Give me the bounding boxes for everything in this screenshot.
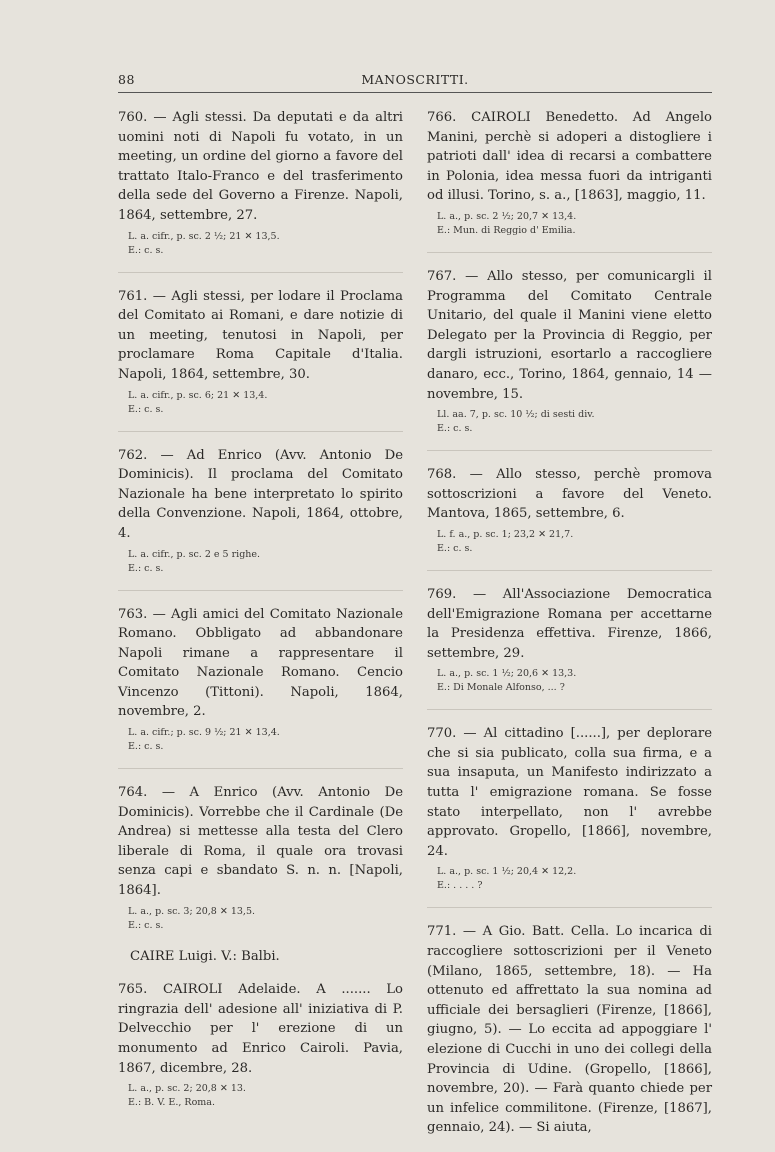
entry-766 — [427, 108, 712, 238]
entry-location: E.: c. s. — [128, 919, 164, 931]
entry-description: L. f. a., p. sc. 1; 23,2 ✕ 21,7. — [437, 528, 574, 540]
entry-location: E.: c. s. — [437, 423, 473, 435]
entry-meta — [118, 230, 403, 258]
entry-location: E.: c. s. — [437, 542, 473, 554]
page-number: 88 — [118, 72, 135, 87]
divider — [118, 590, 403, 591]
entry-meta — [118, 389, 403, 417]
crossref-caire: CAIRE Luigi. V.: Balbi. — [130, 948, 280, 964]
entry-meta — [427, 408, 712, 436]
entry-location: E.: . . . . ? — [437, 880, 483, 892]
entry-text: 760. — Agli stessi. Da deputati e da altri uomini noti di Napoli fu votato, in un meeting, un ordine del giorno a favore del trattato Italo-Franco e del trasferimento della sede del Governo a Firenze. Napoli, 1864, settembre, 27. — [118, 110, 403, 223]
entry-location: E.: c. s. — [128, 403, 164, 415]
entry-location: E.: c. s. — [128, 741, 164, 753]
divider — [118, 431, 403, 432]
divider — [427, 709, 712, 710]
right-column — [427, 108, 712, 1152]
entry-meta — [118, 726, 403, 754]
left-column — [118, 108, 403, 1124]
entry-description: L. a., p. sc. 2 ½; 20,7 ✕ 13,4. — [437, 210, 577, 222]
entry-762 — [118, 446, 403, 576]
entry-text: 761. — Agli stessi, per lodare il Proclama del Comitato ai Romani, e dare notizie di un meeting, tenutosi in Napoli, per proclamare Roma Capitale d'Italia. Napoli, 1864, settembre, 30. — [118, 288, 403, 382]
entry-765 — [118, 980, 403, 1110]
entry-text: 763. — Agli amici del Comitato Nazionale Romano. Obbligato ad abbandonare Napoli rimane a rappresentare il Comitato Nazionale Romano. Cencio Vincenzo (Tittoni). Napoli, 1864, novembre, 2. — [118, 606, 403, 720]
entry-description: L. a. cifr., p. sc. 6; 21 ✕ 13,4. — [128, 389, 268, 401]
entry-768 — [427, 465, 712, 556]
entry-meta — [427, 667, 712, 695]
entry-text: 764. — A Enrico (Avv. Antonio De Dominicis). Vorrebbe che il Cardinale (De Andrea) si mettesse alla testa del Clero liberale di Roma, il quale ora trovasi senza capi e sbandato S. n. n. [Napoli, 1864]. — [118, 785, 403, 899]
entry-description: L. a. cifr., p. sc. 2 e 5 righe. — [128, 548, 261, 560]
entry-meta — [118, 1082, 403, 1110]
entry-description: L. a. cifr., p. sc. 2 ½; 21 ✕ 13,5. — [128, 230, 280, 242]
entry-meta — [118, 905, 403, 933]
entry-meta — [118, 548, 403, 576]
entry-text: 766. CAIROLI Benedetto. Ad Angelo Manini, perchè si adoperi a distogliere i patrioti dall' idea di recarsi a combattere in Polonia, idea messa fuori da intriganti od illusi. Torino, s. a., [1863], maggio, 11. — [427, 110, 712, 204]
entry-description: L. a., p. sc. 1 ½; 20,6 ✕ 13,3. — [437, 668, 577, 680]
entry-description: L. a., p. sc. 1 ½; 20,4 ✕ 12,2. — [437, 866, 577, 878]
entry-meta — [427, 210, 712, 238]
header-rule — [118, 92, 712, 93]
entry-760 — [118, 108, 403, 258]
entry-location: E.: Di Monale Alfonso, ... ? — [437, 682, 565, 694]
divider — [427, 450, 712, 451]
entry-text: 768. — Allo stesso, perchè promova sottoscrizioni a favore del Veneto. Mantova, 1865, settembre, 6. — [427, 467, 712, 522]
entry-description: L. a., p. sc. 3; 20,8 ✕ 13,5. — [128, 905, 256, 917]
entry-description: L. a., p. sc. 2; 20,8 ✕ 13. — [128, 1083, 246, 1095]
entry-text: 771. — A Gio. Batt. Cella. Lo incarica di raccogliere sottoscrizioni per il Veneto (Milano, 1865, settembre, 18). — Ha ottenuto ed affrettato la sua nomina ad ufficiale dei bersaglieri (Firenze, [1866], giugno, 5). — Lo eccita ad appoggiare l' elezione di Cucchi in uno dei collegi della Provincia di Udine. (Gropello, [1866], novembre, 20). — Farà quanto chiede per un infelice commilitone. (Firenze, [1867], gennaio, 24). — Si aiuta, — [427, 924, 712, 1136]
entry-767 — [427, 267, 712, 436]
page-title: MANOSCRITTI. — [361, 72, 469, 87]
entry-description: L. a. cifr.; p. sc. 9 ½; 21 ✕ 13,4. — [128, 727, 280, 739]
entry-764 — [118, 783, 403, 933]
entry-text: 762. — Ad Enrico (Avv. Antonio De Dominicis). Il proclama del Comitato Nazionale ha bene interpretato lo spirito della Convenzione. Napoli, 1864, ottobre, 4. — [118, 447, 403, 541]
entry-771 — [427, 922, 712, 1138]
entry-770 — [427, 724, 712, 893]
entry-description: Ll. aa. 7, p. sc. 10 ½; di sesti div. — [437, 409, 595, 421]
divider — [427, 252, 712, 253]
entry-763 — [118, 605, 403, 755]
entry-location: E.: B. V. E., Roma. — [128, 1097, 215, 1109]
divider — [427, 570, 712, 571]
divider — [427, 907, 712, 908]
entry-769 — [427, 585, 712, 695]
entry-761 — [118, 287, 403, 417]
entry-location: E.: Mun. di Reggio d' Emilia. — [437, 224, 576, 236]
entry-location: E.: c. s. — [128, 562, 164, 574]
entry-meta — [427, 528, 712, 556]
entry-text: 770. — Al cittadino [......], per deplorare che si sia publicato, colla sua firma, e a sua insaputa, un Manifesto indirizzato a tutta l' emigrazione romana. Se fosse stato interpellato, non l' avrebbe approvato. Gropello, [1866], novembre, 24. — [427, 726, 712, 859]
divider — [118, 272, 403, 273]
entry-text: 767. — Allo stesso, per comunicargli il Programma del Comitato Centrale Unitario, del quale il Manini viene eletto Delegato per la Provincia di Reggio, per dargli istruzioni, esortarlo a raccogliere danaro, ecc., Torino, 1864, gennaio, 14 — novembre, 15. — [427, 268, 712, 402]
entry-location: E.: c. s. — [128, 244, 164, 256]
divider — [118, 768, 403, 769]
entry-text: 765. CAIROLI Adelaide. A ....... Lo ringrazia dell' adesione all' iniziativa di P. Delvecchio per l' erezione di un monumento ad Enrico Cairoli. Pavia, 1867, dicembre, 28. — [118, 982, 403, 1076]
entry-text: 769. — All'Associazione Democratica dell'Emigrazione Romana per accettarne la Presidenza effettiva. Firenze, 1866, settembre, 29. — [427, 586, 712, 661]
entry-meta — [427, 865, 712, 893]
